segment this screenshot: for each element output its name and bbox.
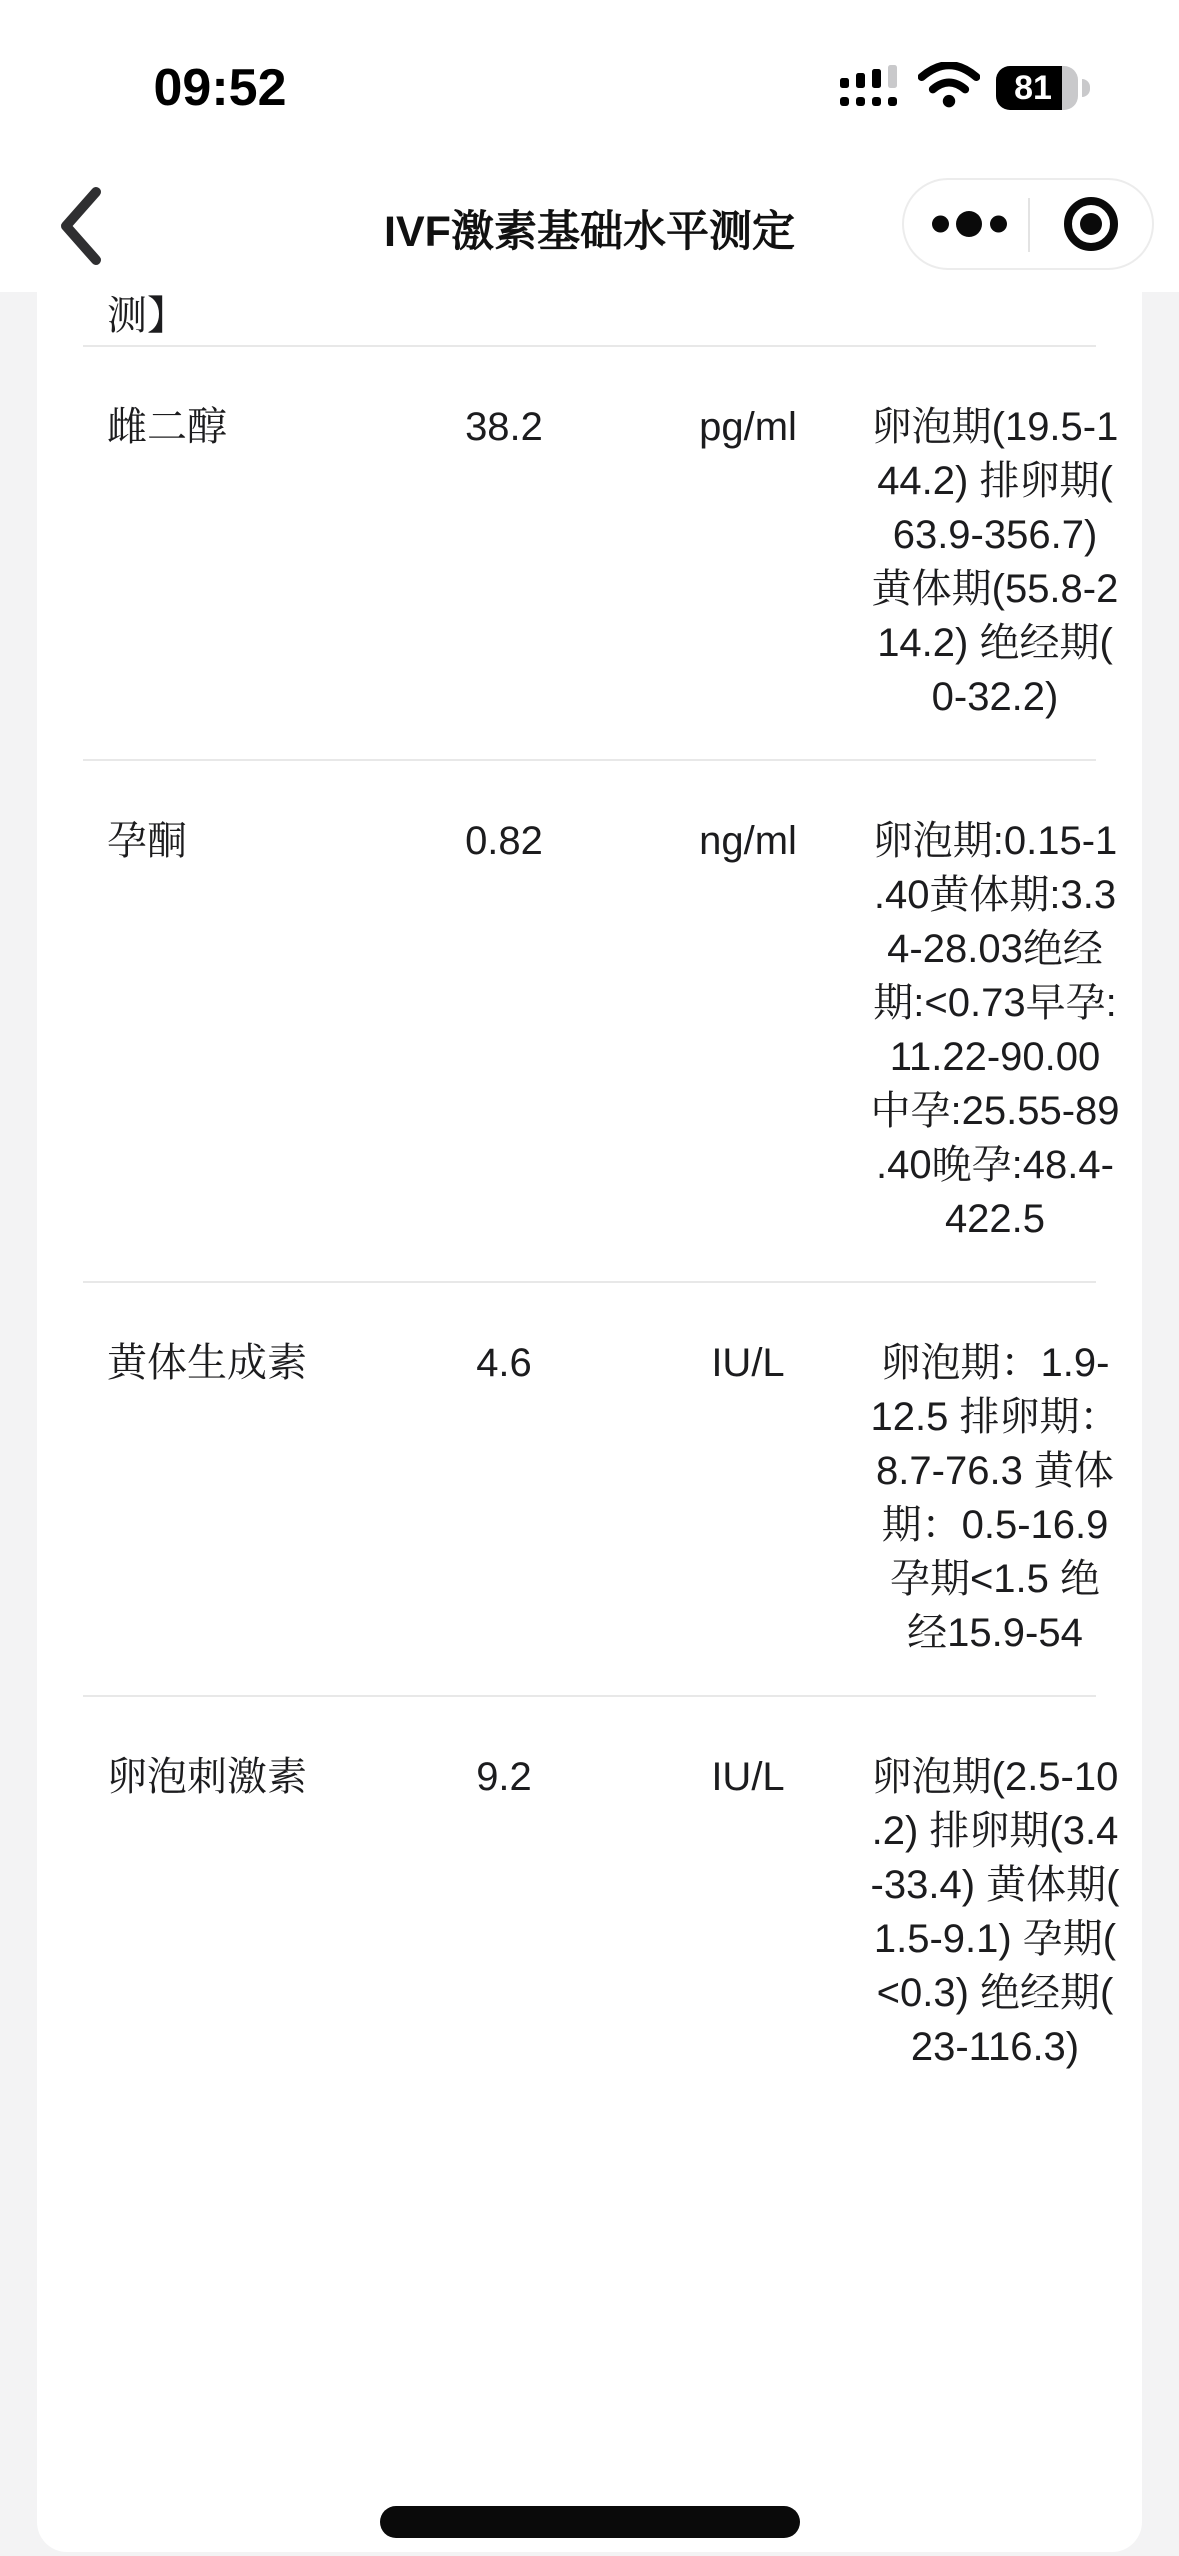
item-reference-range: 卵泡期(2.5-10.2) 排卵期(3.4-33.4) 黄体期(1.5-9.1) 孕期(<0.3) 绝经期(23-116.3) <box>870 1755 1120 2069</box>
more-menu-button[interactable] <box>904 180 1028 268</box>
wifi-icon <box>918 62 980 113</box>
status-time: 09:52 <box>153 59 287 117</box>
battery-icon <box>996 66 1092 110</box>
item-unit: pg/ml <box>699 405 797 449</box>
item-value: 4.6 <box>476 1341 532 1385</box>
table-row <box>37 759 1142 1281</box>
item-unit: IU/L <box>711 1341 785 1385</box>
table-row <box>37 1281 1142 1695</box>
miniprogram-capsule <box>902 178 1154 270</box>
item-reference-range: 卵泡期：1.9-12.5 排卵期：8.7-76.3 黄体期：0.5-16.9 孕期<1.5 绝经15.9-54 <box>870 1341 1120 1655</box>
results-table-card[interactable] <box>37 292 1142 2552</box>
item-reference-range: 卵泡期(19.5-144.2) 排卵期(63.9-356.7) 黄体期(55.8-214.2) 绝经期(0-32.2) <box>871 405 1119 719</box>
item-value: 38.2 <box>465 405 543 449</box>
item-value: 9.2 <box>476 1755 532 1799</box>
circle-dot-icon <box>1080 213 1102 235</box>
item-name: 孕酮 <box>107 819 187 863</box>
cellular-signal-icon <box>840 64 902 108</box>
item-reference-range: 卵泡期:0.15-1.40黄体期:3.34-28.03绝经期:<0.73早孕:11.22-90.00中孕:25.55-89.40晚孕:48.4-422.5 <box>870 819 1120 1241</box>
item-unit: ng/ml <box>699 819 797 863</box>
table-row <box>37 345 1142 759</box>
chevron-left-icon <box>44 259 124 276</box>
capsule-divider <box>1028 198 1030 252</box>
page-title: IVF激素基础水平测定 <box>384 208 795 256</box>
exit-button[interactable] <box>1064 197 1118 251</box>
item-unit: IU/L <box>711 1755 785 1799</box>
item-name: 卵泡刺激素 <box>107 1755 307 1799</box>
clipped-previous-row <box>37 292 1142 345</box>
clipped-row-text: 测】 <box>107 294 187 338</box>
top-chrome <box>0 0 1179 292</box>
home-indicator[interactable] <box>380 2506 800 2538</box>
battery-percent: 81 <box>1014 69 1052 107</box>
table-row <box>37 1695 1142 2109</box>
item-name: 黄体生成素 <box>107 1341 307 1385</box>
item-name: 雌二醇 <box>107 405 227 449</box>
item-value: 0.82 <box>465 819 543 863</box>
